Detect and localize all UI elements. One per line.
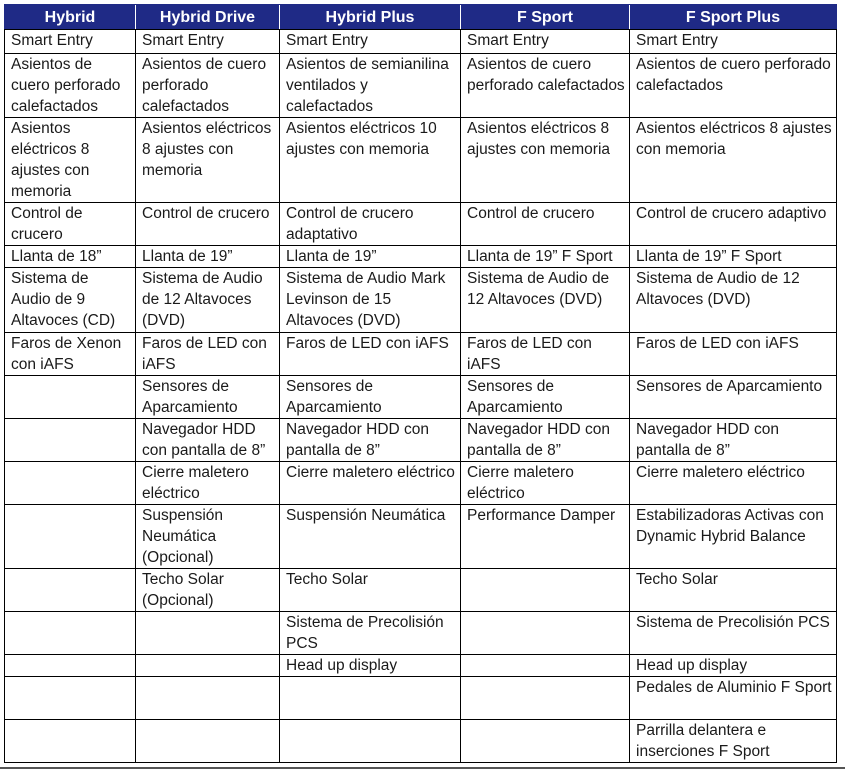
table-cell: Techo Solar (Opcional) xyxy=(136,569,280,612)
table-cell: Llanta de 19” xyxy=(280,246,461,268)
table-cell: Navegador HDD con pantalla de 8” xyxy=(461,419,630,462)
table-cell xyxy=(5,376,136,419)
table-row xyxy=(5,569,837,612)
table-cell: Llanta de 18” xyxy=(5,246,136,268)
table-row xyxy=(5,333,837,376)
header-row xyxy=(5,5,837,30)
table-cell: Cierre maletero eléctrico xyxy=(280,462,461,505)
table-cell: Sistema de Audio de 12 Altavoces (DVD) xyxy=(136,268,280,333)
table-cell: Control de crucero xyxy=(461,203,630,246)
table-row xyxy=(5,118,837,203)
table-cell: Sistema de Audio de 12 Altavoces (DVD) xyxy=(461,268,630,333)
table-cell xyxy=(5,655,136,677)
table-cell xyxy=(5,505,136,569)
table-cell: Asientos de semianilina ventilados y calefactados xyxy=(280,54,461,118)
table-cell: Techo Solar xyxy=(280,569,461,612)
table-cell: Sensores de Aparcamiento xyxy=(461,376,630,419)
table-cell: Asientos eléctricos 8 ajustes con memoria xyxy=(136,118,280,203)
table-row xyxy=(5,720,837,763)
table-cell xyxy=(280,720,461,763)
table-row xyxy=(5,677,837,720)
table-cell xyxy=(461,569,630,612)
table-cell: Control de crucero xyxy=(136,203,280,246)
table-cell: Sensores de Aparcamiento xyxy=(630,376,837,419)
table-cell: Llanta de 19” F Sport xyxy=(461,246,630,268)
table-row xyxy=(5,246,837,268)
table-cell: Asientos eléctricos 8 ajustes con memoria xyxy=(5,118,136,203)
table-cell: Head up display xyxy=(280,655,461,677)
table-cell: Cierre maletero eléctrico xyxy=(461,462,630,505)
table-cell: Smart Entry xyxy=(136,30,280,54)
table-cell: Sensores de Aparcamiento xyxy=(136,376,280,419)
table-row xyxy=(5,419,837,462)
table-header xyxy=(5,5,837,30)
table-cell xyxy=(136,612,280,655)
table-cell: Control de crucero adaptivo xyxy=(630,203,837,246)
table-body xyxy=(5,30,837,763)
table-row xyxy=(5,505,837,569)
table-cell xyxy=(5,720,136,763)
table-cell: Asientos de cuero perforado calefactados xyxy=(630,54,837,118)
table-cell xyxy=(136,655,280,677)
table-cell: Faros de LED con iAFS xyxy=(280,333,461,376)
table-cell xyxy=(136,720,280,763)
header-f-sport-plus: F Sport Plus xyxy=(630,5,837,30)
table-cell: Navegador HDD con pantalla de 8” xyxy=(280,419,461,462)
table-cell xyxy=(461,612,630,655)
table-cell: Faros de Xenon con iAFS xyxy=(5,333,136,376)
table-cell: Sistema de Audio Mark Levinson de 15 Altavoces (DVD) xyxy=(280,268,461,333)
table-cell: Navegador HDD con pantalla de 8” xyxy=(136,419,280,462)
table-row xyxy=(5,655,837,677)
table-cell: Llanta de 19” xyxy=(136,246,280,268)
header-f-sport: F Sport xyxy=(461,5,630,30)
table-cell: Parrilla delantera e inserciones F Sport xyxy=(630,720,837,763)
table-cell xyxy=(461,720,630,763)
table-cell xyxy=(5,612,136,655)
table-cell: Sistema de Precolisión PCS xyxy=(630,612,837,655)
table-cell: Smart Entry xyxy=(461,30,630,54)
table-cell xyxy=(461,655,630,677)
table-row xyxy=(5,612,837,655)
table-cell xyxy=(5,419,136,462)
table-cell: Smart Entry xyxy=(280,30,461,54)
table-cell: Sistema de Audio de 12 Altavoces (DVD) xyxy=(630,268,837,333)
table-row xyxy=(5,462,837,505)
table-cell: Smart Entry xyxy=(630,30,837,54)
table-cell: Faros de LED con iAFS xyxy=(461,333,630,376)
table-cell: Faros de LED con iAFS xyxy=(136,333,280,376)
table-cell: Suspensión Neumática (Opcional) xyxy=(136,505,280,569)
bottom-divider xyxy=(0,767,845,769)
table-cell: Control de crucero xyxy=(5,203,136,246)
header-hybrid-drive: Hybrid Drive xyxy=(136,5,280,30)
table-cell: Techo Solar xyxy=(630,569,837,612)
table-row xyxy=(5,203,837,246)
table-cell: Asientos eléctricos 10 ajustes con memoria xyxy=(280,118,461,203)
table-cell: Control de crucero adaptativo xyxy=(280,203,461,246)
table-cell: Llanta de 19” F Sport xyxy=(630,246,837,268)
table-cell xyxy=(5,677,136,720)
table-row xyxy=(5,376,837,419)
table-cell xyxy=(280,677,461,720)
table-cell: Asientos eléctricos 8 ajustes con memoria xyxy=(461,118,630,203)
table-cell: Cierre maletero eléctrico xyxy=(630,462,837,505)
table-cell: Pedales de Aluminio F Sport xyxy=(630,677,837,720)
table-row xyxy=(5,30,837,54)
table-cell: Asientos de cuero perforado calefactados xyxy=(461,54,630,118)
table-cell: Estabilizadoras Activas con Dynamic Hybrid Balance xyxy=(630,505,837,569)
table-cell xyxy=(5,569,136,612)
table-cell: Faros de LED con iAFS xyxy=(630,333,837,376)
table-cell: Sensores de Aparcamiento xyxy=(280,376,461,419)
trim-comparison-table xyxy=(4,4,837,763)
table-cell: Performance Damper xyxy=(461,505,630,569)
table-cell xyxy=(461,677,630,720)
table-cell: Asientos de cuero perforado calefactados xyxy=(136,54,280,118)
table-cell: Sistema de Audio de 9 Altavoces (CD) xyxy=(5,268,136,333)
table-row xyxy=(5,54,837,118)
table-cell: Smart Entry xyxy=(5,30,136,54)
header-hybrid: Hybrid xyxy=(5,5,136,30)
table-cell: Sistema de Precolisión PCS xyxy=(280,612,461,655)
table-cell: Asientos de cuero perforado calefactados xyxy=(5,54,136,118)
table-cell: Asientos eléctricos 8 ajustes con memoria xyxy=(630,118,837,203)
table-cell xyxy=(136,677,280,720)
table-cell xyxy=(5,462,136,505)
table-cell: Navegador HDD con pantalla de 8” xyxy=(630,419,837,462)
table-cell: Cierre maletero eléctrico xyxy=(136,462,280,505)
table-row xyxy=(5,268,837,333)
table-cell: Suspensión Neumática xyxy=(280,505,461,569)
header-hybrid-plus: Hybrid Plus xyxy=(280,5,461,30)
table-cell: Head up display xyxy=(630,655,837,677)
